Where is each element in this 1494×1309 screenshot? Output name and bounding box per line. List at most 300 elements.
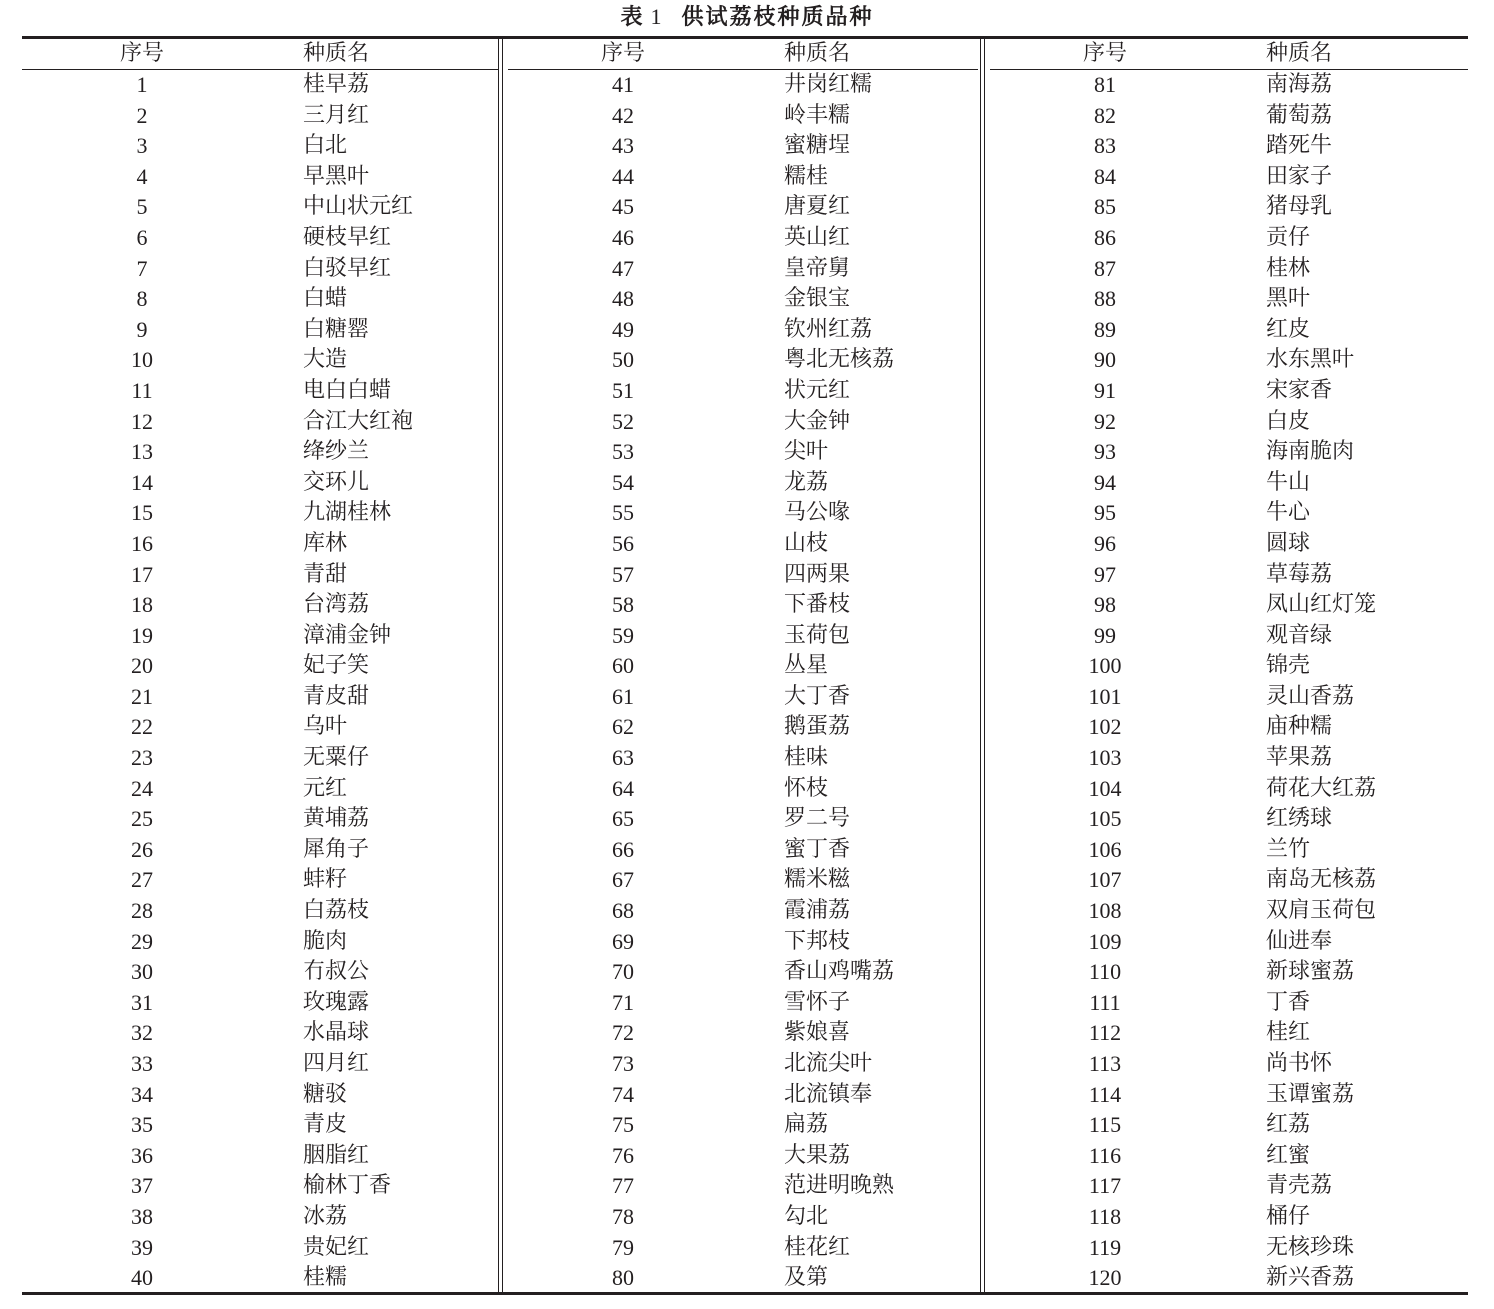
row-index: 118 (1088, 1203, 1122, 1229)
row-index: 50 (612, 347, 634, 373)
table-row (990, 101, 1468, 132)
table-row (508, 315, 978, 346)
table-body (508, 70, 978, 1294)
cultivar-name: 桂糯 (303, 1265, 348, 1291)
table-row (508, 192, 978, 223)
cultivar-name: 水晶球 (303, 1020, 370, 1046)
cultivar-name: 北流镇奉 (784, 1081, 873, 1107)
row-index: 55 (612, 500, 634, 526)
table-row (990, 254, 1468, 285)
table-row (508, 804, 978, 835)
header-index: 序号 (1082, 41, 1127, 66)
cultivar-name: 白驳早红 (303, 255, 392, 281)
table-row (22, 192, 498, 223)
cultivar-name: 四两果 (784, 561, 851, 587)
row-index: 5 (136, 194, 148, 220)
row-index: 19 (131, 622, 153, 648)
row-index: 114 (1088, 1081, 1122, 1107)
table-row (508, 927, 978, 958)
row-index: 69 (612, 928, 634, 954)
row-index: 47 (612, 255, 634, 281)
cultivar-name: 下邦枝 (784, 928, 851, 954)
cultivar-name: 仙进奉 (1266, 928, 1333, 954)
table-row (990, 835, 1468, 866)
row-index: 26 (131, 836, 153, 862)
table-row (990, 774, 1468, 805)
table-row (22, 1171, 498, 1202)
panel-divider (984, 39, 985, 1292)
cultivar-name: 红绣球 (1266, 806, 1333, 832)
cultivar-name: 妃子笑 (303, 653, 370, 679)
cultivar-name: 井岗红糯 (784, 72, 873, 97)
cultivar-name: 库林 (303, 530, 348, 556)
cultivar-name: 黄埔荔 (303, 806, 370, 832)
row-index: 98 (1094, 592, 1116, 618)
table-row (22, 804, 498, 835)
table-row (508, 162, 978, 193)
cultivar-name: 鹅蛋荔 (784, 714, 851, 740)
cultivar-name: 唐夏红 (784, 194, 851, 220)
table-row (990, 621, 1468, 652)
table-row (508, 957, 978, 988)
cultivar-name: 粤北无核荔 (784, 347, 895, 373)
table-row (990, 896, 1468, 927)
row-index: 33 (131, 1051, 153, 1076)
table-row (22, 957, 498, 988)
cultivar-name: 糯桂 (784, 163, 829, 189)
table-row (508, 131, 978, 162)
header-name: 种质名 (1266, 41, 1333, 66)
row-index: 120 (1088, 1265, 1122, 1291)
cultivar-name: 庙种糯 (1266, 714, 1333, 740)
row-index: 80 (612, 1265, 634, 1291)
cultivar-name: 糖驳 (303, 1081, 348, 1107)
row-index: 1 (136, 72, 148, 97)
cultivar-name: 玉荷包 (784, 622, 851, 648)
row-index: 57 (612, 561, 634, 587)
table-row (990, 345, 1468, 376)
cultivar-name: 怀枝 (784, 775, 829, 801)
row-index: 90 (1094, 347, 1116, 373)
row-index: 18 (131, 592, 153, 618)
table-row (990, 468, 1468, 499)
row-index: 43 (612, 133, 634, 159)
table-body (990, 70, 1468, 1294)
cultivar-name: 白皮 (1266, 408, 1311, 434)
cultivar-name: 大果荔 (784, 1142, 851, 1168)
row-index: 12 (131, 408, 153, 434)
row-index: 111 (1089, 989, 1121, 1015)
table-row (990, 865, 1468, 896)
cultivar-name: 南海荔 (1266, 72, 1333, 97)
table-row (22, 223, 498, 254)
table-row (22, 865, 498, 896)
row-index: 95 (1094, 500, 1116, 526)
cultivar-name: 白北 (303, 133, 348, 159)
row-index: 99 (1094, 622, 1116, 648)
table-row (508, 1141, 978, 1172)
row-index: 93 (1094, 439, 1116, 465)
row-index: 74 (612, 1081, 634, 1107)
cultivar-name: 海南脆肉 (1266, 439, 1355, 465)
cultivar-name: 青甜 (303, 561, 348, 587)
row-index: 65 (612, 806, 634, 832)
table-row (508, 1202, 978, 1233)
table-row (508, 407, 978, 438)
row-index: 32 (131, 1020, 153, 1046)
table-row (990, 927, 1468, 958)
header-index: 序号 (119, 41, 164, 66)
cultivar-name: 北流尖叶 (784, 1051, 873, 1076)
row-index: 6 (136, 224, 148, 250)
table-row (22, 1110, 498, 1141)
table-header-row (990, 39, 1468, 70)
cultivar-name: 合江大红袍 (303, 408, 414, 434)
table-row (990, 284, 1468, 315)
row-index: 78 (612, 1203, 634, 1229)
cultivar-name: 马公喙 (784, 500, 851, 526)
row-index: 22 (131, 714, 153, 740)
cultivar-name: 交环儿 (303, 469, 370, 495)
row-index: 51 (612, 377, 634, 403)
table-row (508, 1263, 978, 1294)
table-body (22, 70, 498, 1294)
table-row (990, 315, 1468, 346)
row-index: 24 (131, 775, 153, 801)
header-name: 种质名 (784, 41, 851, 66)
cultivar-name: 尚书怀 (1266, 1051, 1333, 1076)
table-row (22, 560, 498, 591)
cultivar-name: 观音绿 (1266, 622, 1333, 648)
row-index: 58 (612, 592, 634, 618)
row-index: 107 (1088, 867, 1122, 893)
row-index: 108 (1088, 898, 1122, 924)
table-row (22, 1141, 498, 1172)
table-row (508, 896, 978, 927)
panel-divider (502, 39, 503, 1292)
cultivar-name: 榆林丁香 (303, 1173, 392, 1199)
cultivar-name: 田家子 (1266, 163, 1333, 189)
table-row (22, 437, 498, 468)
table-row (990, 590, 1468, 621)
table-row (508, 223, 978, 254)
cultivar-name: 大金钟 (784, 408, 851, 434)
cultivar-name: 玉谭蜜荔 (1266, 1081, 1355, 1107)
row-index: 29 (131, 928, 153, 954)
row-index: 115 (1088, 1112, 1122, 1138)
table-row (508, 560, 978, 591)
table-row (508, 712, 978, 743)
row-index: 23 (131, 745, 153, 771)
table-row (508, 284, 978, 315)
cultivar-name: 红蜜 (1266, 1142, 1311, 1168)
row-index: 88 (1094, 286, 1116, 312)
cultivar-name: 四月红 (303, 1051, 370, 1076)
cultivar-name: 早黑叶 (303, 163, 370, 189)
cultivar-name: 新球蜜荔 (1266, 959, 1355, 985)
table-row (990, 1263, 1468, 1294)
row-index: 25 (131, 806, 153, 832)
table-row (508, 621, 978, 652)
table-row (508, 529, 978, 560)
table-row (22, 1202, 498, 1233)
cultivar-name: 元红 (303, 775, 348, 801)
cultivar-name: 罗二号 (784, 806, 851, 832)
table-row (990, 376, 1468, 407)
table-row (508, 865, 978, 896)
table-row (508, 1080, 978, 1111)
table-bottom-rule (22, 1292, 1468, 1295)
table-row (22, 315, 498, 346)
table-row (990, 1171, 1468, 1202)
cultivar-name: 冇叔公 (303, 959, 370, 985)
table-row (508, 743, 978, 774)
caption-number: 1 (650, 4, 664, 29)
row-index: 49 (612, 316, 634, 342)
cultivar-name: 脆肉 (303, 928, 348, 954)
caption-title: 供试荔枝种质品种 (681, 5, 874, 30)
table-row (22, 1049, 498, 1080)
table-row (990, 988, 1468, 1019)
row-index: 31 (131, 989, 153, 1015)
cultivar-name: 双肩玉荷包 (1266, 898, 1377, 924)
cultivar-name: 漳浦金钟 (303, 622, 392, 648)
row-index: 60 (612, 653, 634, 679)
cultivar-name: 白蜡 (303, 286, 348, 312)
cultivar-name: 硬枝早红 (303, 224, 392, 250)
row-index: 3 (136, 133, 148, 159)
cultivar-name: 牛山 (1266, 469, 1311, 495)
cultivar-name: 山枝 (784, 530, 829, 556)
cultivar-name: 扁荔 (784, 1112, 829, 1138)
cultivar-name: 雪怀子 (784, 989, 851, 1015)
row-index: 85 (1094, 194, 1116, 220)
cultivar-name: 草莓荔 (1266, 561, 1333, 587)
cultivar-name: 青皮 (303, 1112, 348, 1138)
cultivar-name: 无粟仔 (303, 745, 370, 771)
table-row (990, 223, 1468, 254)
table-row (508, 254, 978, 285)
cultivar-name: 蜜糖埕 (784, 133, 851, 159)
table-caption (0, 2, 1494, 32)
table-row (22, 927, 498, 958)
cultivar-name: 青皮甜 (303, 683, 370, 709)
cultivar-name: 绛纱兰 (303, 439, 370, 465)
table-row (990, 560, 1468, 591)
table-row (990, 1049, 1468, 1080)
table-panel-3 (990, 39, 1468, 1292)
row-index: 97 (1094, 561, 1116, 587)
row-index: 46 (612, 224, 634, 250)
row-index: 75 (612, 1112, 634, 1138)
table-row (22, 743, 498, 774)
cultivar-name: 桂林 (1266, 255, 1311, 281)
panel-divider (498, 39, 499, 1292)
row-index: 38 (131, 1203, 153, 1229)
table-row (508, 651, 978, 682)
cultivar-name: 牛心 (1266, 500, 1311, 526)
table-row (990, 1141, 1468, 1172)
row-index: 106 (1088, 836, 1122, 862)
cultivar-name: 胭脂红 (303, 1142, 370, 1168)
row-index: 44 (612, 163, 634, 189)
table-row (22, 131, 498, 162)
row-index: 42 (612, 102, 634, 128)
cultivar-name: 钦州红荔 (784, 316, 873, 342)
cultivar-name: 红荔 (1266, 1112, 1311, 1138)
cultivar-name: 桂早荔 (303, 72, 370, 97)
table-row (508, 101, 978, 132)
cultivar-name: 电白白蜡 (303, 377, 392, 403)
cultivar-name: 黑叶 (1266, 286, 1311, 312)
cultivar-name: 桶仔 (1266, 1203, 1311, 1229)
table-row (22, 590, 498, 621)
cultivar-name: 霞浦荔 (784, 898, 851, 924)
row-index: 103 (1088, 745, 1122, 771)
row-index: 86 (1094, 224, 1116, 250)
table-row (22, 712, 498, 743)
row-index: 63 (612, 745, 634, 771)
row-index: 14 (131, 469, 153, 495)
cultivar-name: 勾北 (784, 1203, 829, 1229)
table-panel-1 (22, 39, 498, 1292)
cultivar-name: 葡萄荔 (1266, 102, 1333, 128)
panel-divider (980, 39, 981, 1292)
cultivar-name: 水东黑叶 (1266, 347, 1355, 373)
row-index: 72 (612, 1020, 634, 1046)
table-row (990, 651, 1468, 682)
row-index: 67 (612, 867, 634, 893)
cultivar-name: 白荔枝 (303, 898, 370, 924)
table-row (508, 468, 978, 499)
row-index: 15 (131, 500, 153, 526)
row-index: 68 (612, 898, 634, 924)
table-row (22, 345, 498, 376)
cultivar-name: 荷花大红荔 (1266, 775, 1377, 801)
row-index: 36 (131, 1142, 153, 1168)
table-row (22, 651, 498, 682)
table-row (508, 1049, 978, 1080)
row-index: 41 (612, 72, 634, 97)
table-row (990, 743, 1468, 774)
cultivar-name: 乌叶 (303, 714, 348, 740)
row-index: 45 (612, 194, 634, 220)
table-row (990, 407, 1468, 438)
cultivar-name: 贡仔 (1266, 224, 1311, 250)
table-row (508, 498, 978, 529)
row-index: 105 (1088, 806, 1122, 832)
row-index: 17 (131, 561, 153, 587)
row-index: 116 (1088, 1142, 1122, 1168)
row-index: 20 (131, 653, 153, 679)
cultivar-name: 状元红 (784, 377, 851, 403)
cultivar-name: 兰竹 (1266, 836, 1311, 862)
row-index: 79 (612, 1234, 634, 1260)
cultivar-name: 锦壳 (1266, 653, 1311, 679)
cultivar-name: 桂红 (1266, 1020, 1311, 1046)
cultivar-name: 台湾荔 (303, 592, 370, 618)
row-index: 53 (612, 439, 634, 465)
row-index: 4 (136, 163, 148, 189)
cultivar-name: 九湖桂林 (303, 500, 392, 526)
table-row (508, 1171, 978, 1202)
row-index: 119 (1088, 1234, 1122, 1260)
table-panel-2 (508, 39, 978, 1292)
table-row (508, 1018, 978, 1049)
cultivar-name: 贵妃红 (303, 1234, 370, 1260)
table-row (22, 774, 498, 805)
cultivar-name: 桂花红 (784, 1234, 851, 1260)
row-index: 73 (612, 1051, 634, 1076)
table-row (22, 1233, 498, 1264)
table-header-row (508, 39, 978, 70)
row-index: 40 (131, 1265, 153, 1291)
table-row (990, 712, 1468, 743)
cultivar-name: 白糖罂 (303, 316, 370, 342)
table-row (990, 682, 1468, 713)
row-index: 48 (612, 286, 634, 312)
cultivar-name: 犀角子 (303, 836, 370, 862)
row-index: 110 (1088, 959, 1122, 985)
table-row (990, 1080, 1468, 1111)
cultivar-name: 三月红 (303, 102, 370, 128)
table-row (22, 498, 498, 529)
cultivar-name: 范进明晚熟 (784, 1173, 895, 1199)
cultivar-name: 新兴香荔 (1266, 1265, 1355, 1291)
cultivar-name: 中山状元红 (303, 194, 414, 220)
cultivar-name: 蚌籽 (303, 867, 348, 893)
cultivar-name: 桂味 (784, 745, 829, 771)
table-row (508, 835, 978, 866)
row-index: 89 (1094, 316, 1116, 342)
row-index: 100 (1088, 653, 1122, 679)
row-index: 52 (612, 408, 634, 434)
cultivar-name: 青壳荔 (1266, 1173, 1333, 1199)
row-index: 64 (612, 775, 634, 801)
row-index: 70 (612, 959, 634, 985)
row-index: 71 (612, 989, 634, 1015)
table-row (508, 682, 978, 713)
table-row (508, 1233, 978, 1264)
table-row (990, 1110, 1468, 1141)
table-row (990, 70, 1468, 101)
row-index: 87 (1094, 255, 1116, 281)
table-row (22, 1263, 498, 1294)
table-row (22, 529, 498, 560)
row-index: 66 (612, 836, 634, 862)
cultivar-name: 南岛无核荔 (1266, 867, 1377, 893)
table-row (22, 284, 498, 315)
cultivar-name: 岭丰糯 (784, 102, 851, 128)
row-index: 117 (1088, 1173, 1122, 1199)
table-row (22, 621, 498, 652)
table-row (22, 162, 498, 193)
cultivar-name: 香山鸡嘴荔 (784, 959, 895, 985)
row-index: 59 (612, 622, 634, 648)
table-row (22, 468, 498, 499)
cultivar-name: 糯米糍 (784, 867, 851, 893)
row-index: 54 (612, 469, 634, 495)
table-row (22, 988, 498, 1019)
row-index: 102 (1088, 714, 1122, 740)
table-row (990, 437, 1468, 468)
row-index: 37 (131, 1173, 153, 1199)
row-index: 92 (1094, 408, 1116, 434)
cultivar-name: 英山红 (784, 224, 851, 250)
row-index: 30 (131, 959, 153, 985)
cultivar-name: 踏死牛 (1266, 133, 1333, 159)
table-row (22, 682, 498, 713)
